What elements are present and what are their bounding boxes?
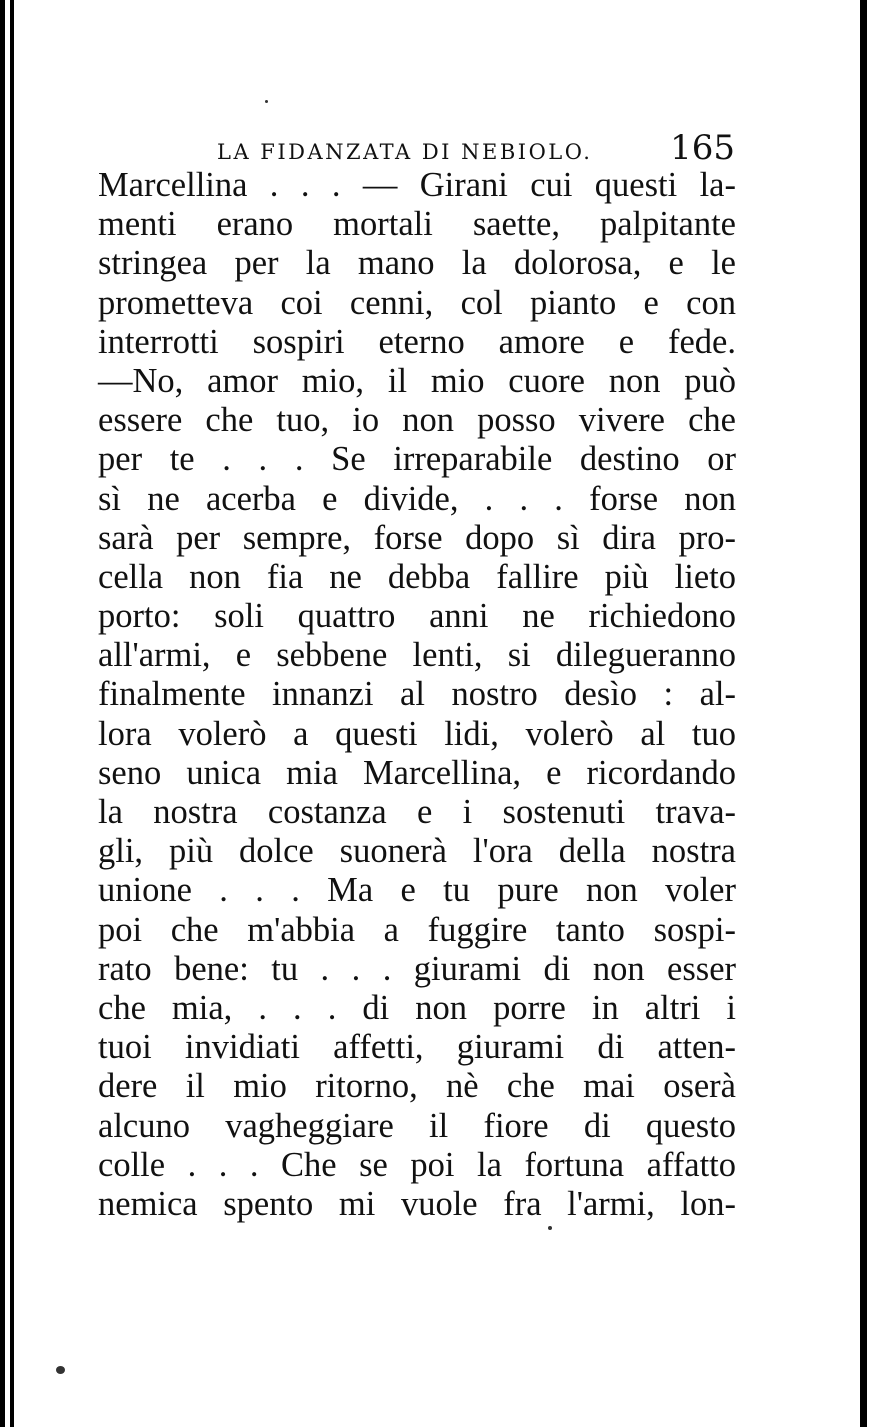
text-line: menti erano mortali saette, palpitante [98, 205, 736, 244]
text-line: unione . . . Ma e tu pure non voler [98, 871, 736, 910]
running-title: LA FIDANZATA DI NEBIOLO. [217, 140, 593, 164]
text-line: finalmente innanzi al nostro desìo : al- [98, 675, 736, 714]
page-left-edge [0, 0, 22, 1427]
text-line: cella non fia ne debba fallire più lieto [98, 557, 736, 596]
text-line: nemica spento mi vuole fra l'armi, lon- [98, 1184, 736, 1223]
text-line: rato bene: tu . . . giurami di non esser [98, 949, 736, 988]
page-right-edge [855, 0, 869, 1427]
text-line: prometteva coi cenni, col pianto e con [98, 283, 736, 322]
text-line: seno unica mia Marcellina, e ricordando [98, 753, 736, 792]
text-line: —No, amor mio, il mio cuore non può [98, 361, 736, 400]
text-line: gli, più dolce suonerà l'ora della nostra [98, 832, 736, 871]
text-line: colle . . . Che se poi la fortuna affatto [98, 1145, 736, 1184]
text-line: interrotti sospiri eterno amore e fede. [98, 322, 736, 361]
text-line: che mia, . . . di non porre in altri i [98, 988, 736, 1027]
text-line: porto: soli quattro anni ne richiedono [98, 597, 736, 636]
text-line: all'armi, e sebbene lenti, si dilegueranno [98, 636, 736, 675]
body-text [98, 166, 736, 1224]
text-line: tuoi invidiati affetti, giurami di atten- [98, 1028, 736, 1067]
ink-speck [548, 1226, 552, 1230]
page-number: 165 [670, 128, 735, 168]
text-line: essere che tuo, io non posso vivere che [98, 401, 736, 440]
text-line: sarà per sempre, forse dopo sì dira pro- [98, 518, 736, 557]
ink-speck [265, 100, 268, 103]
text-line: per te . . . Se irreparabile destino or [98, 440, 736, 479]
text-line: dere il mio ritorno, nè che mai oserà [98, 1067, 736, 1106]
text-line: la nostra costanza e i sostenuti trava- [98, 793, 736, 831]
text-line: stringea per la mano la dolorosa, e le [98, 244, 736, 283]
page-header [217, 128, 737, 168]
text-line: alcuno vagheggiare il fiore di questo [98, 1106, 736, 1145]
text-line: poi che m'abbia a fuggire tanto sospi- [98, 910, 736, 949]
text-line: Marcellina . . . — Girani cui questi la- [98, 166, 736, 204]
text-line: lora volerò a questi lidi, volerò al tuo [98, 714, 736, 753]
ink-speck [56, 1366, 65, 1374]
text-line: sì ne acerba e divide, . . . forse non [98, 479, 736, 518]
